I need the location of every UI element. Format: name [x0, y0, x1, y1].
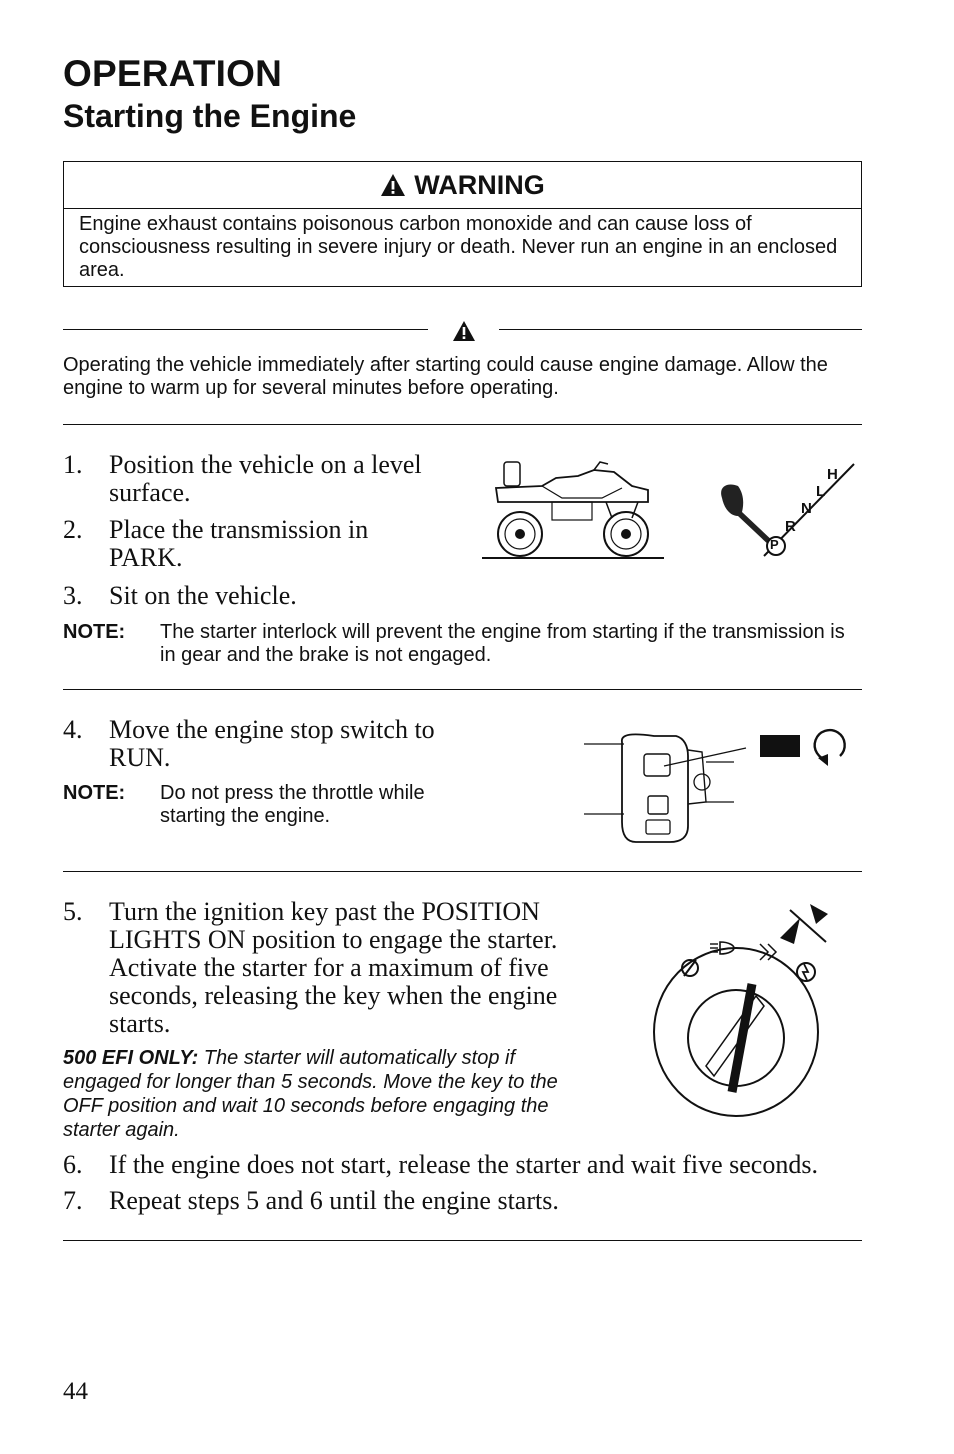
warning-text: Engine exhaust contains poisonous carbon monoxide and can cause loss of consciousness resulting in severe injury or death. Never run an engine in an enclosed area. [79, 213, 838, 281]
shifter-gate-r: R [785, 518, 796, 535]
section-divider [63, 871, 862, 872]
caution-rule-left [63, 329, 428, 330]
warning-box [63, 161, 862, 287]
caution-triangle-icon [452, 320, 476, 342]
ignition-key-illustration [650, 898, 834, 1122]
page-number: 44 [63, 1378, 88, 1405]
caution-rule-right [499, 329, 862, 330]
efi-note-text: The starter will automatically stop if engaged for longer than 5 seconds. Move the key to the OFF position and wait 10 seconds before engaging the starter again. [63, 1047, 558, 1141]
warning-heading: WARNING [414, 169, 545, 200]
efi-note-label: 500 EFI ONLY: [63, 1047, 199, 1069]
section-divider [63, 1240, 862, 1241]
section-divider [63, 424, 862, 425]
atv-level-surface-illustration [482, 458, 666, 562]
shifter-gate-p: P [770, 537, 779, 552]
engine-stop-switch-illustration [584, 722, 856, 848]
shifter-gate-h: H [827, 466, 838, 483]
warning-header [64, 162, 861, 209]
section-heading: OPERATION [63, 53, 283, 94]
efi-note [63, 1046, 583, 1142]
caution-text: Operating the vehicle immediately after starting could cause engine damage. Allow the engine to warm up for several minutes before operating. [63, 354, 828, 399]
shifter-gate-l: L [816, 483, 826, 500]
section-divider [63, 689, 862, 690]
page-title: Starting the Engine [63, 98, 357, 134]
shifter-gate-n: N [801, 500, 812, 517]
warning-triangle-icon [380, 173, 406, 197]
